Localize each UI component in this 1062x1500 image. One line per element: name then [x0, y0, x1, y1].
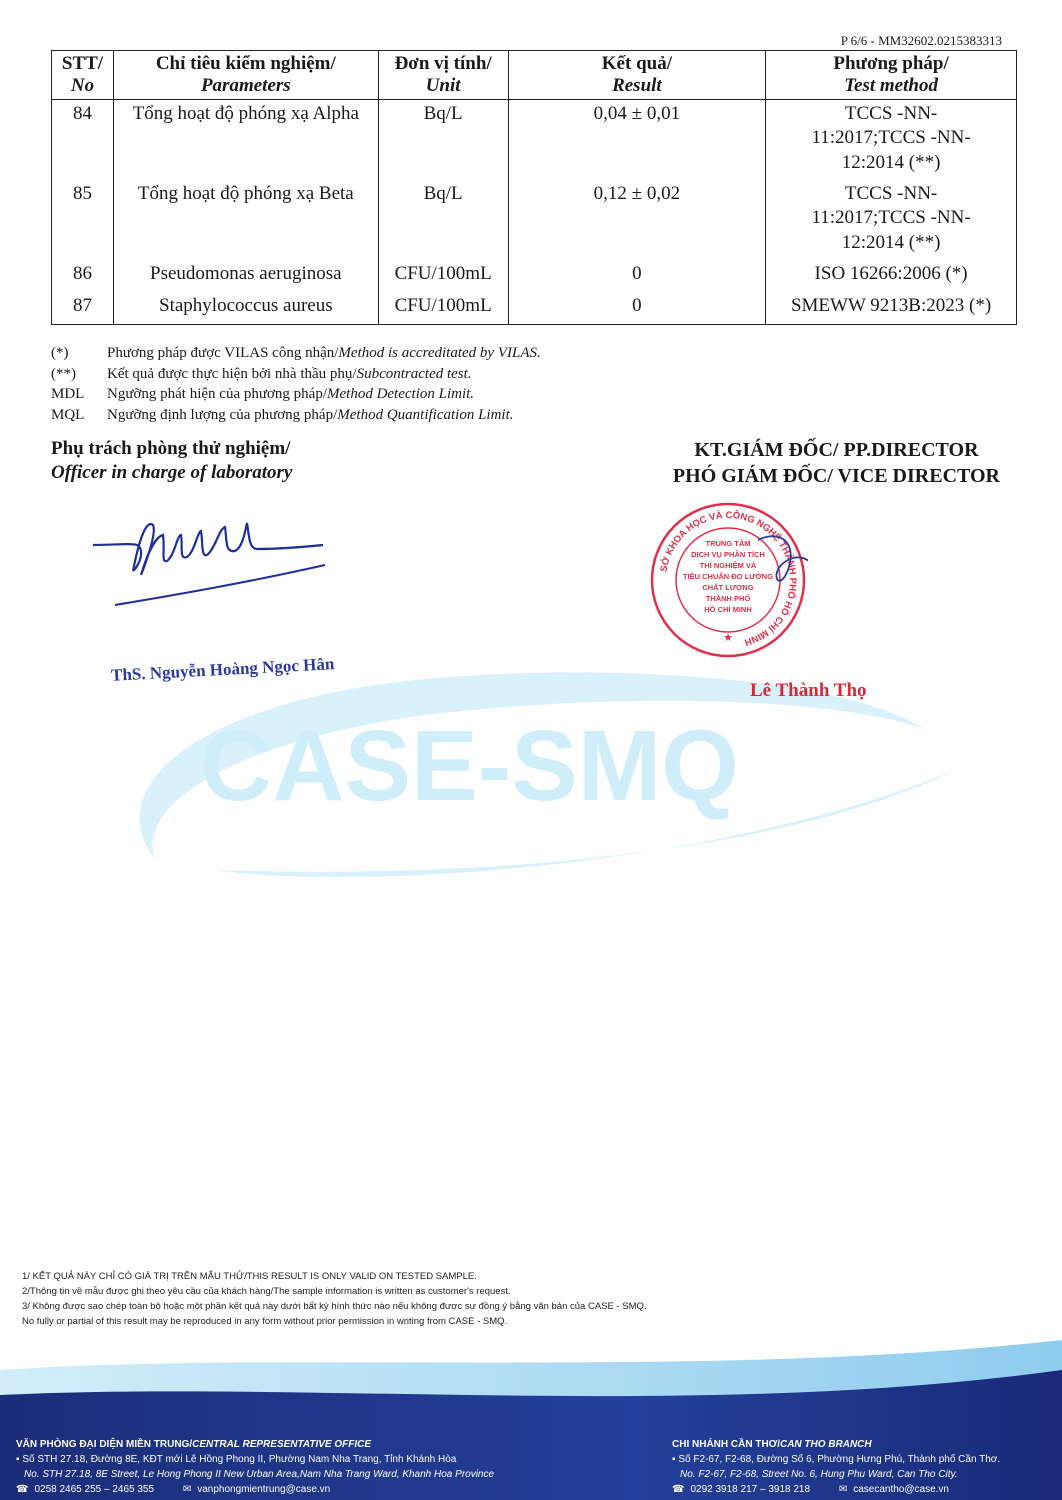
- cantho-branch-address: ▪ Số F2-67, F2-68, Đường Số 6, Phường Hưng Phú, Thành phố Cần Thơ.: [672, 1454, 1001, 1465]
- cell-parameter: Staphylococcus aureus: [113, 292, 378, 325]
- legend-notes: [51, 343, 541, 425]
- table-row: [52, 99, 1017, 180]
- location-icon: ▪: [16, 1454, 23, 1465]
- svg-text:TIÊU CHUẨN ĐO LƯỜNG: TIÊU CHUẨN ĐO LƯỜNG: [682, 572, 774, 581]
- email-icon: ✉: [838, 1484, 848, 1495]
- cantho-branch-info: [672, 1437, 1000, 1497]
- header-no: STT/ No: [52, 51, 114, 100]
- email-icon: ✉: [182, 1484, 192, 1495]
- official-stamp: [648, 500, 808, 660]
- results-table: [51, 50, 1017, 325]
- table-header-row: [52, 51, 1017, 100]
- cell-no: 84: [52, 99, 114, 180]
- footer-disclaimer: 1/ KẾT QUẢ NÀY CHỈ CÓ GIÁ TRỊ TRÊN MẪU THỬ/THIS RESULT IS ONLY VALID ON TESTED SAMPLE. 2/Thông tin về mẫu được ghi theo yêu cầu của khách hàng/The sample information is written as customer's request. 3/ Không được sao chép toàn bộ hoặc một phần kết quả này dưới bất kỳ hình thức nào nếu không được sự đồng ý bằng văn bản của CASE - SMQ. No fully or partial of this result may be reproduced in any form without prior permission in writing from CASE - SMQ.: [22, 1271, 647, 1327]
- cell-method: SMEWW 9213B:2023 (*): [766, 292, 1017, 325]
- stamp-star-icon: ★: [723, 632, 733, 644]
- svg-text:TRUNG TÂM: TRUNG TÂM: [705, 539, 751, 548]
- central-office-contact: ☎ 0258 2465 255 – 2465 355 ✉ vanphongmientrung@case.vn: [16, 1484, 331, 1495]
- cell-unit: Bq/L: [378, 99, 508, 180]
- header-result: Kết quả/ Result: [508, 51, 766, 100]
- central-office-address: ▪ Số STH 27.18, Đường 8E, KĐT mới Lê Hồng Phong II, Phường Nam Nha Trang, Tỉnh Khánh Hòa: [16, 1454, 457, 1465]
- svg-text:CHẤT LƯỢNG: CHẤT LƯỢNG: [702, 583, 754, 592]
- officer-signature: [85, 505, 335, 615]
- page-reference: P 6/6 - MM32602.0215383313: [840, 33, 1002, 48]
- svg-text:THÀNH PHỐ: THÀNH PHỐ: [705, 594, 751, 603]
- table-row: [52, 260, 1017, 292]
- director-title: KT.GIÁM ĐỐC/ PP.DIRECTOR PHÓ GIÁM ĐỐC/ VICE DIRECTOR: [672, 439, 1000, 487]
- cell-unit: Bq/L: [378, 180, 508, 260]
- cell-unit: CFU/100mL: [378, 292, 508, 325]
- cell-method: TCCS -NN-11:2017;TCCS -NN-12:2014 (**): [766, 180, 1017, 260]
- header-test-method: Phương pháp/ Test method: [766, 51, 1017, 100]
- cell-result: 0: [508, 260, 766, 292]
- svg-text:DỊCH VỤ PHÂN TÍCH: DỊCH VỤ PHÂN TÍCH: [691, 550, 765, 559]
- cell-parameter: Pseudomonas aeruginosa: [113, 260, 378, 292]
- central-office-heading: VĂN PHÒNG ĐẠI DIỆN MIỀN TRUNG/CENTRAL REPRESENTATIVE OFFICE: [16, 1439, 372, 1450]
- cantho-branch-heading: CHI NHÁNH CẦN THƠ/CAN THO BRANCH: [672, 1439, 872, 1450]
- cell-unit: CFU/100mL: [378, 260, 508, 292]
- cell-result: 0,04 ± 0,01: [508, 99, 766, 180]
- note-mdl: MDL Ngưỡng phát hiện của phương pháp/ Method Detection Limit.: [51, 386, 475, 402]
- cell-no: 85: [52, 180, 114, 260]
- cell-result: 0: [508, 292, 766, 325]
- cantho-branch-address-en: No. F2-67, F2-68, Street No. 6, Hung Phu Ward, Can Tho City.: [680, 1469, 958, 1480]
- central-office-info: [16, 1437, 494, 1497]
- central-office-address-en: No. STH 27.18, 8E Street, Le Hong Phong II New Urban Area,Nam Nha Trang Ward, Khanh Hoa Province: [24, 1469, 495, 1480]
- svg-text:THÍ NGHIỆM VÀ: THÍ NGHIỆM VÀ: [699, 561, 757, 570]
- phone-icon: ☎: [672, 1484, 685, 1495]
- note-accredited: (*) Phương pháp được VILAS công nhận/ Method is accreditated by VILAS.: [51, 345, 541, 361]
- cell-result: 0,12 ± 0,02: [508, 180, 766, 260]
- cell-parameter: Tổng hoạt độ phóng xạ Alpha: [113, 99, 378, 180]
- officer-name: ThS. Nguyễn Hoàng Ngọc Hân: [110, 654, 335, 685]
- table-row: [52, 292, 1017, 325]
- note-subcontracted: (**) Kết quả được thực hiện bởi nhà thầu phụ/ Subcontracted test.: [51, 365, 472, 382]
- cell-no: 87: [52, 292, 114, 325]
- svg-text:HỒ CHÍ MINH: HỒ CHÍ MINH: [704, 605, 752, 614]
- director-name: Lê Thành Thọ: [750, 680, 867, 701]
- watermark-text: CASE-SMQ: [200, 710, 739, 822]
- phone-icon: ☎: [16, 1484, 29, 1495]
- header-unit: Đơn vị tính/ Unit: [378, 51, 508, 100]
- table-row: [52, 180, 1017, 260]
- cell-parameter: Tổng hoạt độ phóng xạ Beta: [113, 180, 378, 260]
- cantho-branch-contact: ☎ 0292 3918 217 – 3918 218 ✉ casecantho@case.vn: [672, 1484, 949, 1495]
- header-parameters: Chỉ tiêu kiểm nghiệm/ Parameters: [113, 51, 378, 100]
- note-mql: MQL Ngưỡng định lượng của phương pháp/ Method Quantification Limit.: [51, 406, 514, 423]
- stamp-ring-text: SỞ KHOA HỌC VÀ CÔNG NGHỆ THÀNH PHỐ HỒ CHÍ MINH: [658, 509, 799, 648]
- cell-method: TCCS -NN-11:2017;TCCS -NN-12:2014 (**): [766, 99, 1017, 180]
- officer-title: Phụ trách phòng thử nghiệm/ Officer in charge of laboratory: [51, 438, 293, 483]
- cell-method: ISO 16266:2006 (*): [766, 260, 1017, 292]
- location-icon: ▪: [672, 1454, 679, 1465]
- cell-no: 86: [52, 260, 114, 292]
